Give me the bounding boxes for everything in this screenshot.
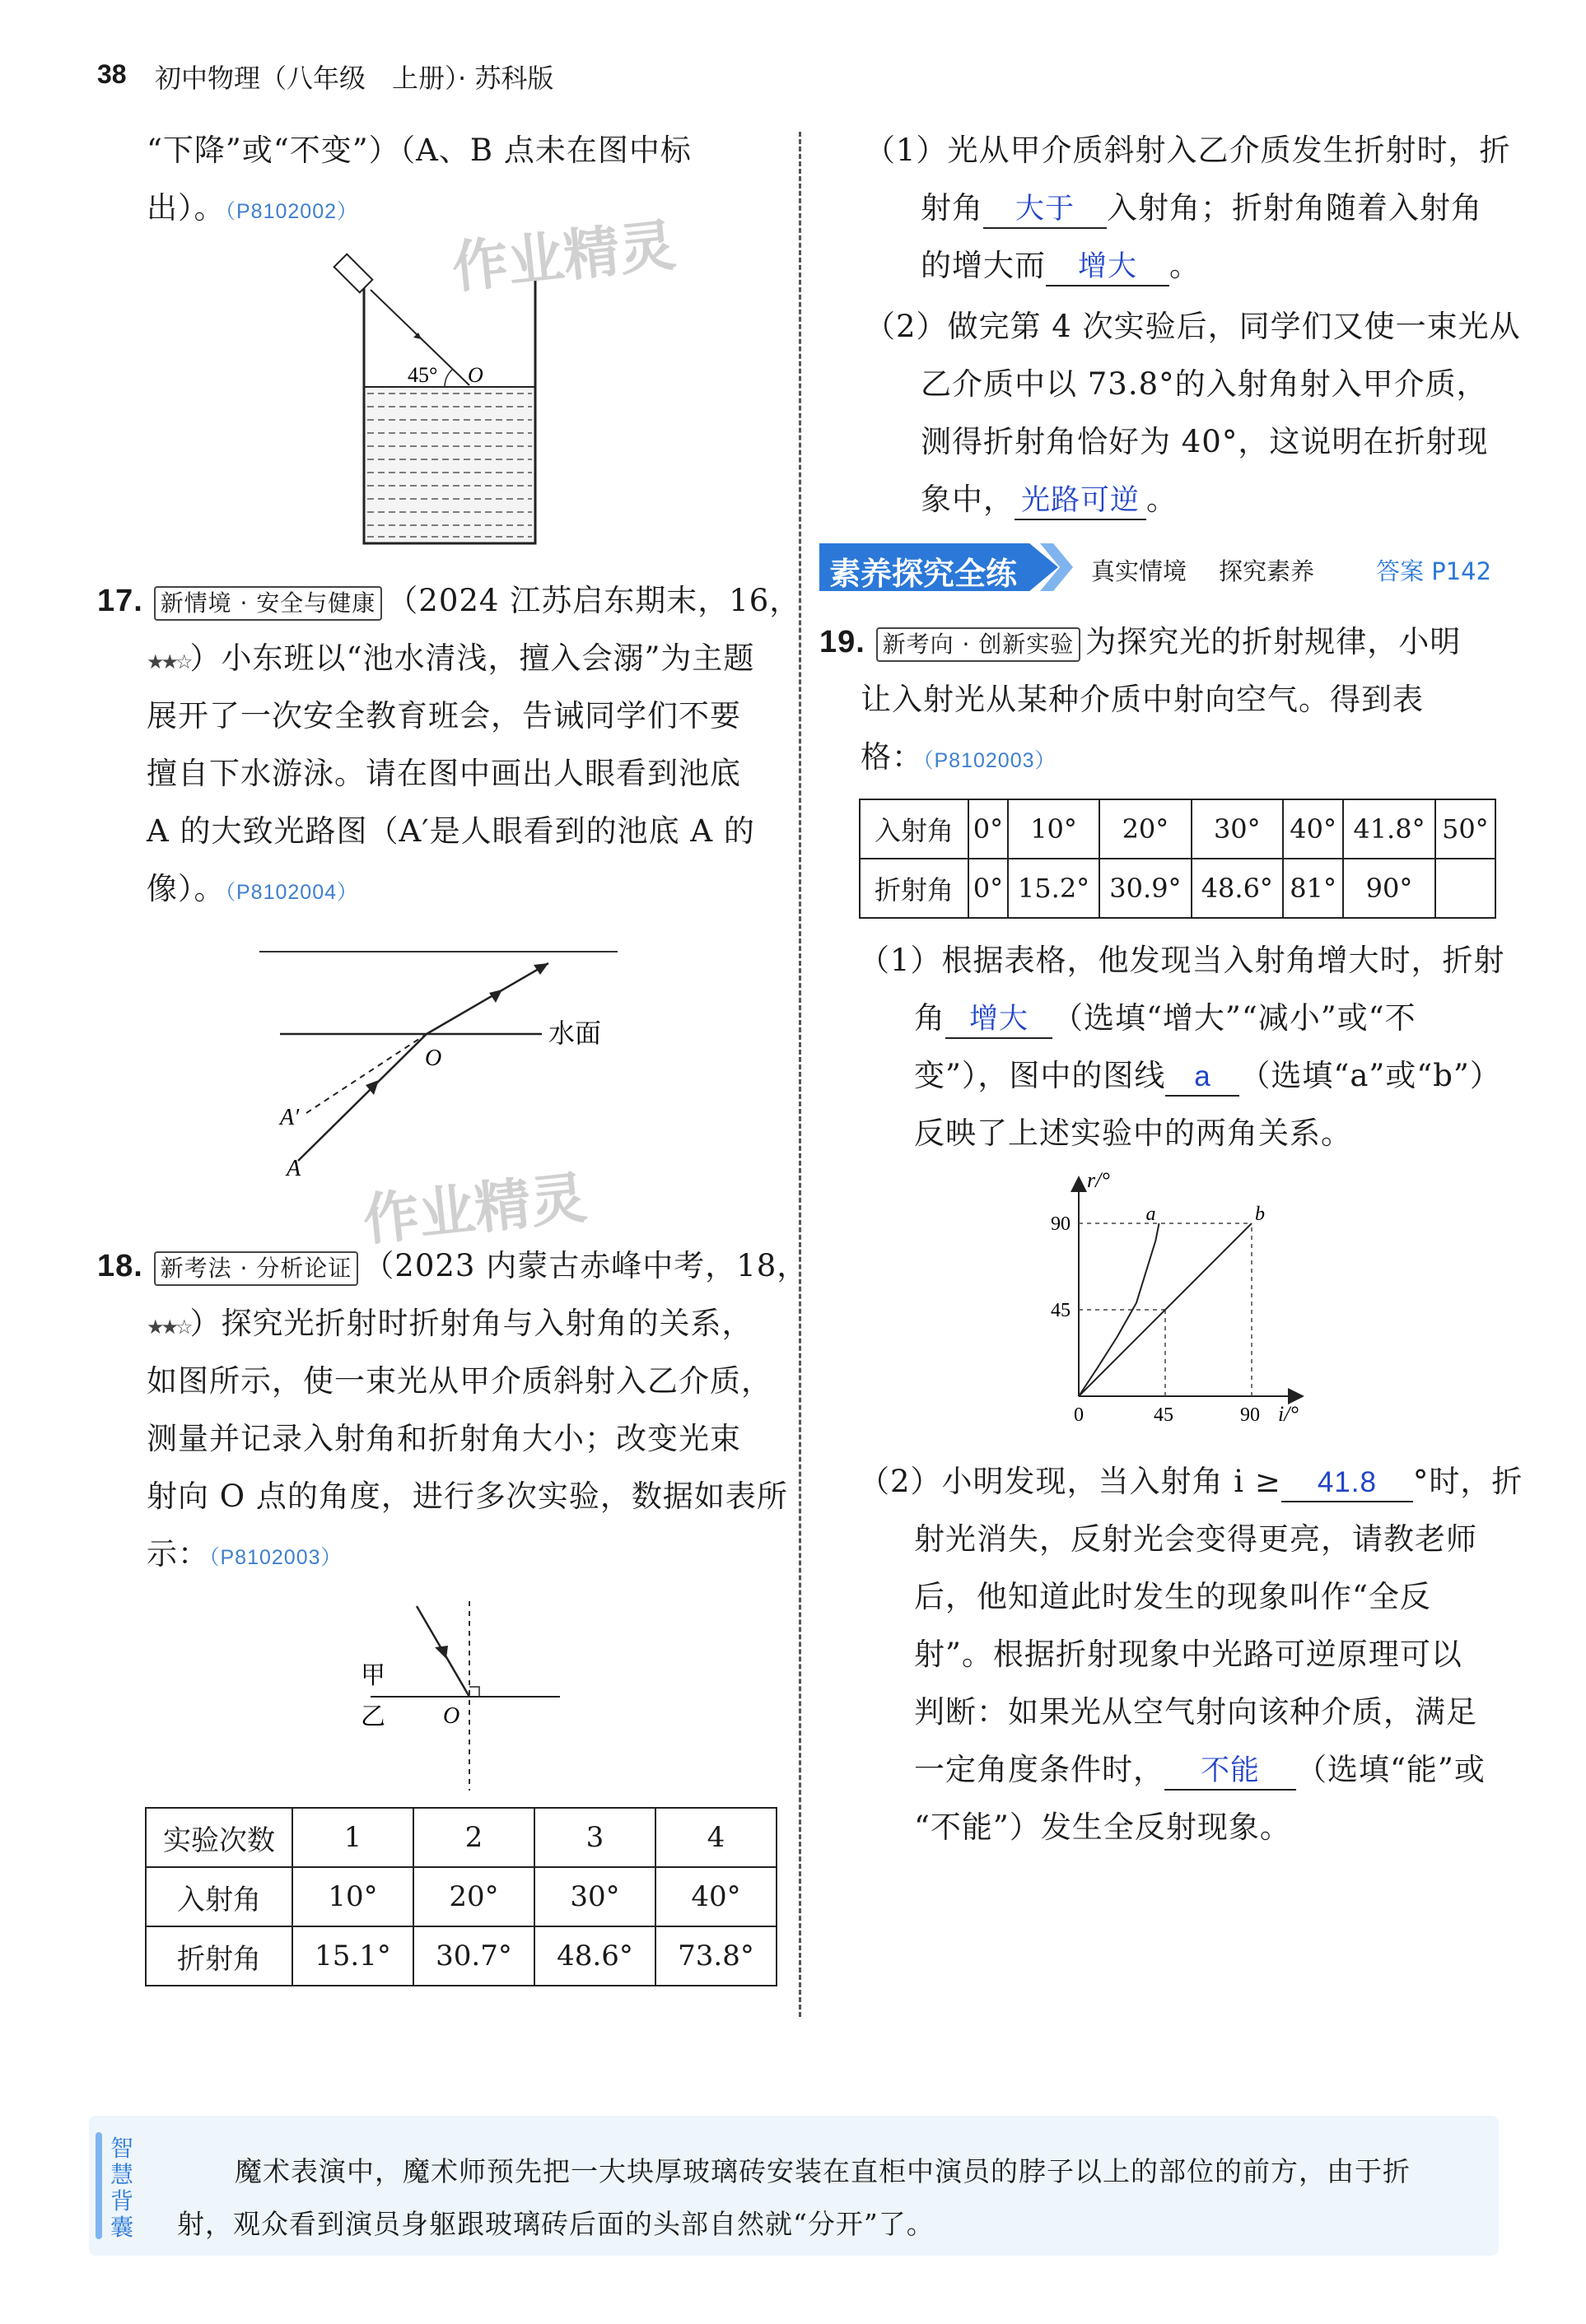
table-cell: 折射角 [860,859,968,918]
q19-line3 [861,729,1057,789]
table-cell: 30.7° [413,1926,534,1986]
q19-p2-line1 [859,1453,1523,1511]
q18-p1-line2 [921,179,1482,237]
q18-answer-1: 大于 [983,191,1107,229]
q17-number: 17. [97,584,143,618]
q19-p2-line2: 射光消失，反射光会变得更亮，请教老师 [914,1521,1477,1557]
angle-arc [445,370,452,387]
virtual-ray-to-a-prime [306,1034,427,1113]
point-a-label: A [287,1156,301,1181]
q19-p2-line3: 后，他知道此时发生的现象叫作“全反 [914,1579,1431,1614]
q18-line4: 射向 O 点的角度，进行多次实验，数据如表所 [147,1479,788,1514]
table-row [860,859,1495,918]
q18-p1-line3-b: 。 [1169,248,1201,283]
q16-line1: “下降”或“不变”）（A、B 点未在图中标 [147,133,692,168]
table-cell: 30° [1192,799,1283,859]
table-cell: 15.2° [1008,859,1099,918]
table-cell: 0° [968,799,1008,859]
table-cell: 73.8° [655,1926,777,1986]
q19-tag: 新考向 · 创新实验 [876,627,1081,662]
table-header-cell: 3 [534,1808,655,1867]
q17-line5-text: 像）。 [147,871,226,906]
q19-p1-line1: （1）根据表格，他发现当入射角增大时，折射 [859,943,1505,978]
q18-p1-line3-a: 的增大而 [921,248,1046,283]
q18-p1-line2-a: 射角 [921,190,983,226]
q18-code: （P8102003） [209,1546,343,1569]
table-header-cell: 实验次数 [146,1808,292,1867]
q17-line2: 展开了一次安全教育班会，告诫同学们不要 [147,698,741,734]
q19-p2-line6 [914,1741,1486,1799]
q18-line5-text: 示： [147,1536,209,1572]
medium-b-label: 乙 [361,1702,385,1731]
q19-answer-3: 41.8 [1281,1465,1413,1502]
x-axis-label: i/° [1278,1402,1299,1426]
q18-line3: 测量并记录入射角和折射角大小；改变光束 [147,1421,741,1456]
angle-label: 45° [408,363,438,387]
x-tick-label: 45 [1154,1404,1173,1426]
q18-line1 [147,1295,753,1356]
y-axis-label: r/° [1087,1169,1110,1192]
ray-arrow-head [534,963,548,975]
q19-line2: 让入射光从某种介质中射向空气。得到表 [861,682,1424,717]
q19-p1-line3 [914,1047,1501,1105]
q18-p1-line1: （1）光从甲介质斜射入乙介质发生折射时，折 [865,133,1511,168]
q19-p1-line2-a: 角 [914,1000,945,1036]
q18-p2-line4 [921,471,1178,529]
table-cell: 0° [968,859,1008,918]
table-cell: 90° [1343,859,1434,918]
table-cell: 81° [1283,859,1343,918]
q19-code: （P8102003） [923,749,1057,772]
q19-graph [1029,1169,1326,1441]
table-row [860,799,1495,859]
q18-line2: 如图所示，使一束光从甲介质斜射入乙介质， [147,1363,772,1399]
point-o-label: O [468,363,483,387]
table-row [146,1867,777,1926]
table-row [146,1926,777,1986]
q17-line5 [147,860,358,921]
right-angle-mark [469,1687,479,1697]
refracted-ray-in-air [427,963,548,1034]
q18-p1-line3 [921,237,1201,295]
q18-p2-line4-b: 。 [1146,482,1178,517]
section-sub-1: 真实情境 [1091,557,1187,585]
point-o-label: O [443,1703,460,1729]
table-cell: 入射角 [146,1867,292,1926]
table-cell: 15.1° [292,1926,413,1986]
q17-source: （2024 江苏启东期末，16， [387,583,801,618]
incident-ray-arrow [435,1646,448,1659]
table-cell: 50° [1435,799,1495,859]
q17-line1 [147,630,754,691]
table-header-cell: 1 [292,1808,413,1867]
table-cell: 48.6° [1192,859,1283,918]
table-cell [1435,859,1495,918]
q19-p2-line1-a: （2）小明发现，当入射角 i ≥ [859,1464,1281,1499]
section-banner [819,543,1565,591]
page-number: 38 [97,59,127,89]
series-label-a: a [1145,1204,1156,1225]
table-cell: 入射角 [860,799,968,859]
q18-p2-line1: （2）做完第 4 次实验后，同学们又使一束光从 [865,309,1521,344]
q18-media-figure [354,1593,576,1799]
q19-header [819,613,1461,671]
q19-p1-line3-b: （选填“a”或“b”） [1239,1058,1501,1093]
q18-source: （2023 内蒙古赤峰中考，18， [363,1248,809,1283]
q19-p2-line4: 射”。根据折射现象中光路可逆原理可以 [914,1637,1462,1672]
x-tick-label: 0 [1074,1404,1084,1426]
section-sub-2: 探究素养 [1219,557,1315,585]
q18-answer-2: 增大 [1046,249,1169,286]
column-divider [799,132,801,2017]
q19-p1-line4: 反映了上述实验中的两角关系。 [914,1115,1352,1151]
q18-line5 [147,1525,343,1586]
q19-line1-text: 为探究光的折射规律，小明 [1085,624,1462,659]
q19-answer-2: a [1165,1059,1239,1097]
point-o-label: O [425,1046,442,1071]
q18-number: 18. [97,1249,143,1283]
medium-a-label: 甲 [361,1661,385,1690]
q16-line2-text: 出）。 [147,190,226,226]
q19-p2-line6-a: 一定角度条件时， [914,1752,1164,1787]
y-tick-label: 45 [1051,1300,1071,1321]
table-row [146,1808,777,1867]
q17-line3: 擅自下水游泳。请在图中画出人眼看到池底 [147,756,741,791]
q19-p1-line2 [914,990,1416,1047]
q18-p1-line2-b: 入射角；折射角随着入射角 [1107,190,1482,226]
table-cell: 40° [655,1867,777,1926]
ray-arrow [413,333,422,339]
answer-page-ref: 答案 P142 [1376,557,1492,585]
table-cell: 10° [292,1867,413,1926]
q16-line2 [147,179,358,240]
q19-p2-line7: “不能”）发生全反射现象。 [914,1809,1291,1845]
q18-difficulty-stars: ★★☆ [147,1316,190,1339]
table-header-cell: 2 [413,1808,534,1867]
q19-p2-line6-b: （选填“能”或 [1296,1752,1486,1787]
q18-data-table [145,1807,777,1986]
series-label-b: b [1255,1204,1265,1225]
x-tick-label: 90 [1240,1404,1260,1426]
table-cell: 10° [1008,799,1099,859]
ray-from-a [298,1034,427,1161]
table-cell: 41.8° [1343,799,1434,859]
q17-code: （P8102004） [225,881,359,904]
y-tick-label: 90 [1051,1213,1071,1235]
table-cell: 30.9° [1099,859,1191,918]
q17-tag: 新情境 · 安全与健康 [154,586,383,621]
water-fill [364,387,535,543]
q16-code: （P8102002） [225,200,359,223]
table-cell: 40° [1283,799,1343,859]
q18-p2-line3: 测得折射角恰好为 40°，这说明在折射现 [921,424,1489,459]
q17-line1-text: ）小东班以“池水清浅，擅入会溺”为主题 [189,640,755,676]
water-surface-label: 水面 [548,1018,602,1049]
watermark-bottom: 作业精灵 [360,1165,590,1254]
q17-line4: A 的大致光路图（A′是人眼看到的池底 A 的 [147,813,755,849]
q19-p1-line3-a: 变”），图中的图线 [914,1058,1166,1093]
section-title: 素养探究全练 [829,556,1018,592]
footer-label: 智慧背囊 [110,2135,134,2241]
q18-p2-line2: 乙介质中以 73.8°的入射角射入甲介质， [921,366,1488,402]
q19-answer-4: 不能 [1164,1753,1296,1791]
table-cell: 30° [534,1867,655,1926]
q19-number: 19. [819,625,865,659]
point-a-prime-label: A′ [280,1105,300,1130]
q19-p2-line5: 判断：如果光从空气射向该种介质，满足 [914,1694,1477,1730]
table-cell: 48.6° [534,1926,655,1986]
q18-header [97,1237,808,1295]
book-title: 初中物理（八年级 上册）· 苏科版 [155,63,554,94]
q19-line3-text: 格： [861,739,923,775]
footer-line1: 魔术表演中，魔术师预先把一大块厚玻璃砖安装在直柜中演员的脖子以上的部位的前方，由于折 [235,2155,1411,2187]
table-cell: 20° [413,1867,534,1926]
laser-pointer [334,254,373,293]
footer-line2: 射，观众看到演员身躯跟玻璃砖后面的头部自然就“分开”了。 [177,2208,935,2240]
table-cell: 折射角 [146,1926,292,1986]
q17-difficulty-stars: ★★☆ [147,650,190,673]
q18-answer-3: 光路可逆 [1015,482,1146,520]
table-header-cell: 4 [655,1808,777,1867]
q19-data-table [859,799,1496,919]
q19-answer-1: 增大 [945,1001,1052,1039]
q19-p2-line1-b: °时，折 [1412,1464,1523,1499]
q18-tag: 新考法 · 分析论证 [154,1251,359,1286]
q19-p1-line2-b: （选填“增大”“减小”或“不 [1052,1000,1416,1036]
table-cell: 20° [1099,799,1191,859]
watermark-top: 作业精灵 [449,212,679,301]
q17-header [97,572,800,630]
q18-p2-line4-a: 象中， [921,482,1015,517]
q18-line1-text: ）探究光折射时折射角与入射角的关系， [189,1306,753,1341]
footer-side-bar [96,2132,102,2239]
